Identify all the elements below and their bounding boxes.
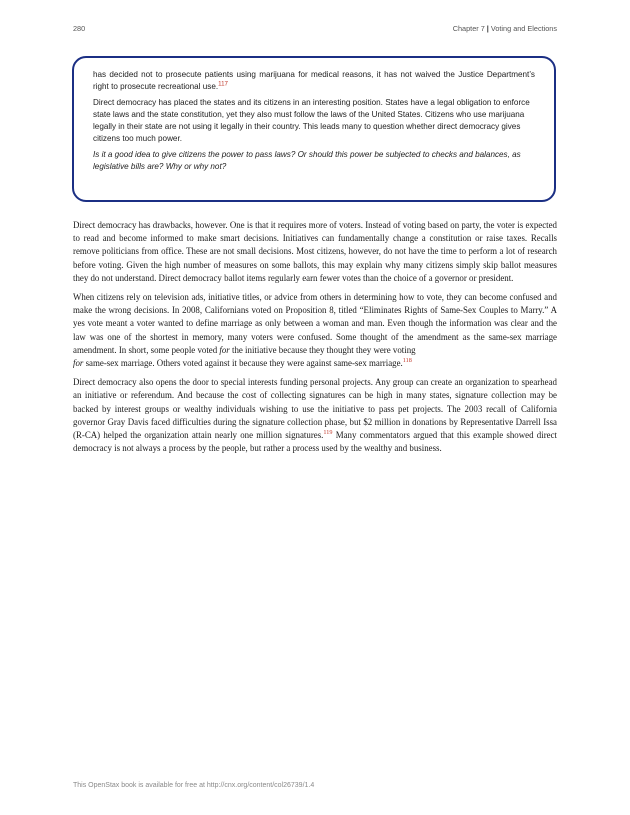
main-text (73, 219, 557, 461)
body-text: the initiative because they thought they were voting (229, 344, 416, 355)
footnote-link[interactable]: 117 (218, 79, 228, 87)
section-label: Voting and Elections (490, 24, 557, 33)
page-number: 280 (73, 24, 86, 33)
body-paragraph (73, 376, 557, 455)
emphasis: for (219, 344, 230, 355)
body-text: When citizens rely on television ads, initiative titles, or advice from others in determining how to vote, they can become confused and make the wrong decisions. In 2008, Californians voted on Proposition 8, titled “Eliminates Rights of Same-Sex Couples to Marry.” A yes vote meant a voter wanted to define marriage as only between a woman and man. Even though the information was clear and the law was one of the shortest in memory, many voters were confused. Some thought of the amendment as the same-sex marriage amendment. In short, some people voted (73, 292, 557, 355)
body-text: same-sex marriage. Others voted against it because they were against same-sex marriage. (83, 358, 403, 369)
footnote-link[interactable]: 118 (402, 357, 412, 365)
callout-paragraph-text: has decided not to prosecute patients using marijuana for medical reasons, it has not waived the Justice Department’s right to prosecute recreational use. (93, 70, 535, 91)
footnote-link[interactable]: 119 (323, 429, 333, 437)
chapter-label: Chapter 7 (452, 24, 485, 33)
body-paragraph: Direct democracy has drawbacks, however. One is that it requires more of voters. Instead of voting based on party, the voter is expected to read and become informed to make smart decisions. Initiatives can fundamentally change a constitution or raise taxes. Recalls remove politicians from office. These are not small decisions. Most citizens, however, do not have the time to perform a lot of research before voting. Given the high number of measures on some ballots, this may explain why many citizens simply skip ballot measures they do not understand. Direct democracy ballot items regularly earn fewer votes than the choice of a governor or president. (73, 220, 557, 283)
body-text: Many commentators argued that this example showed direct democracy is not always a process by the people, but rather a process used by the wealthy and business. (73, 430, 557, 454)
page-footer: This OpenStax book is available for free at http://cnx.org/content/col26739/1.4 (73, 782, 315, 789)
body-text: Direct democracy also opens the door to special interests funding personal projects. Any group can create an organization to spearhead an initiative or referendum. And because the cost of collecting signatures can be high in many states, signature collection may be backed by interest groups or wealthy individuals wishing to use the initiative to pass pet projects. The 2003 recall of California governor Gray Davis faced difficulties during the signature collection phase, but $2 million in donations by Representative Darrell Issa (R-CA) helped the organization attain nearly one million signatures. (73, 377, 557, 441)
header-separator: | (486, 24, 489, 33)
callout-question: Is it a good idea to give citizens the power to pass laws? Or should this power be subjected to checks and balances, as legislative bills are? Why or why not? (93, 150, 521, 171)
emphasis: for (73, 358, 84, 369)
running-header (453, 24, 557, 33)
callout-paragraph: Direct democracy has placed the states and its citizens in an interesting position. States have a legal obligation to enforce state laws and the state constitution, yet they also must follow the laws of the United States. Citizens who use marijuana legally in their state are not using it legally in their country. This leads many to question whether direct democracy gives citizens too much power. (93, 98, 530, 143)
body-paragraph (73, 291, 557, 370)
callout-paragraph (93, 69, 535, 92)
callout-box (72, 56, 556, 202)
